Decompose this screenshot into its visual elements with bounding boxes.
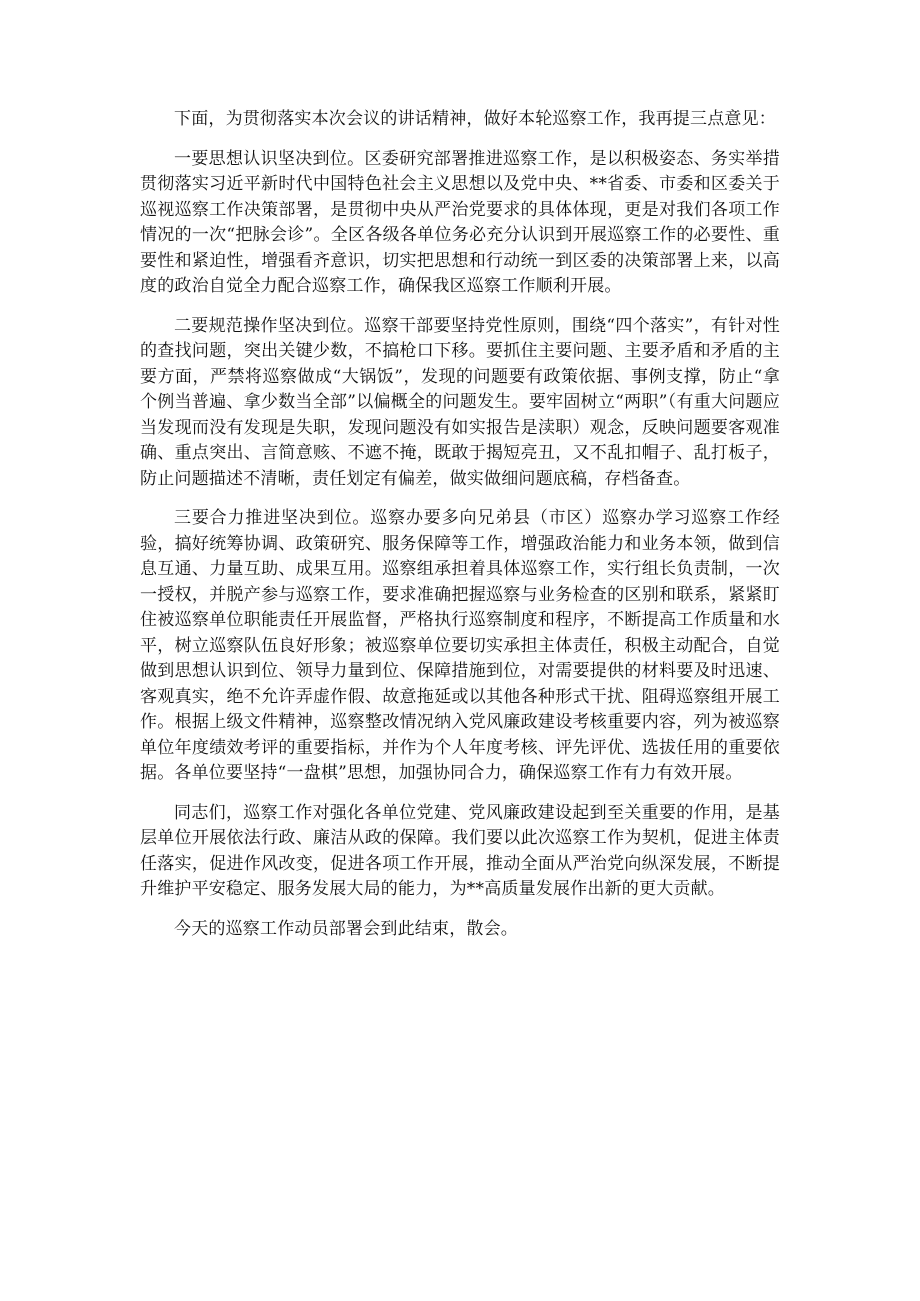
paragraph-point-three: 三要合力推进坚决到位。巡察办要多向兄弟县（市区）巡察办学习巡察工作经验，搞好统筹协调、政策研究、服务保障等工作，增强政治能力和业务本领，做到信息互通、力量互助、成果互用。巡察组承担着具体巡察工作，实行组长负责制，一次一授权，并脱产参与巡察工作，要求准确把握巡察与业务检查的区别和联系，紧紧盯住被巡察单位职能责任开展监督，严格执行巡察制度和程序，不断提高工作质量和水平，树立巡察队伍良好形象；被巡察单位要切实承担主体责任，积极主动配合，自觉做到思想认识到位、领导力量到位、保障措施到位，对需要提供的材料要及时迅速、客观真实，绝不允许弄虚作假、故意拖延或以其他各种形式干扰、阻碍巡察组开展工作。根据上级文件精神，巡察整改情况纳入党风廉政建设考核重要内容，列为被巡察单位年度绩效考评的重要指标，并作为个人年度考核、评先评优、选拔任用的重要依据。各单位要坚持“一盘棋”思想，加强协同合力，确保巡察工作有力有效开展。 [140, 508, 780, 783]
paragraph-closing: 今天的巡察工作动员部署会到此结束，散会。 [174, 918, 518, 939]
document-body [140, 107, 780, 956]
paragraph-conclusion: 同志们，巡察工作对强化各单位党建、党风廉政建设起到至关重要的作用，是基层单位开展依法行政、廉洁从政的保障。我们要以此次巡察工作为契机，促进主体责任落实，促进作风改变，促进各项工作开展，推动全面从严治党向纵深发展，不断提升维护平安稳定、服务发展大局的能力，为**高质量发展作出新的更大贡献。 [140, 802, 780, 899]
paragraph-intro: 下面，为贯彻落实本次会议的讲话精神，做好本轮巡察工作，我再提三点意见： [174, 109, 776, 129]
paragraph-point-two: 二要规范操作坚决到位。巡察干部要坚持党性原则，围绕“四个落实”，有针对性的查找问题，突出关键少数，不搞枪口下移。要抓住主要问题、主要矛盾和矛盾的主要方面，严禁将巡察做成“大锅饭”，发现的问题要有政策依据、事例支撑，防止“拿个例当普遍、拿少数当全部”以偏概全的问题发生。要牢固树立“两职”（有重大问题应当发现而没有发现是失职，发现问题没有如实报告是渎职）观念，反映问题要客观准确、重点突出、言简意赅、不遮不掩，既敢于揭短亮丑，又不乱扣帽子、乱打板子，防止问题描述不清晰，责任划定有偏差，做实做细问题底稿，存档备查。 [140, 315, 780, 489]
paragraph-point-one: 一要思想认识坚决到位。区委研究部署推进巡察工作，是以积极姿态、务实举措贯彻落实习近平新时代中国特色社会主义思想以及党中央、**省委、市委和区委关于巡视巡察工作决策部署，是贯彻中央从严治党要求的具体体现，更是对我们各项工作情况的一次“把脉会诊”。全区各级各单位务必充分认识到开展巡察工作的必要性、重要性和紧迫性，增强看齐意识，切实把思想和行动统一到区委的决策部署上来，以高度的政治自觉全力配合巡察工作，确保我区巡察工作顺利开展。 [140, 148, 780, 296]
